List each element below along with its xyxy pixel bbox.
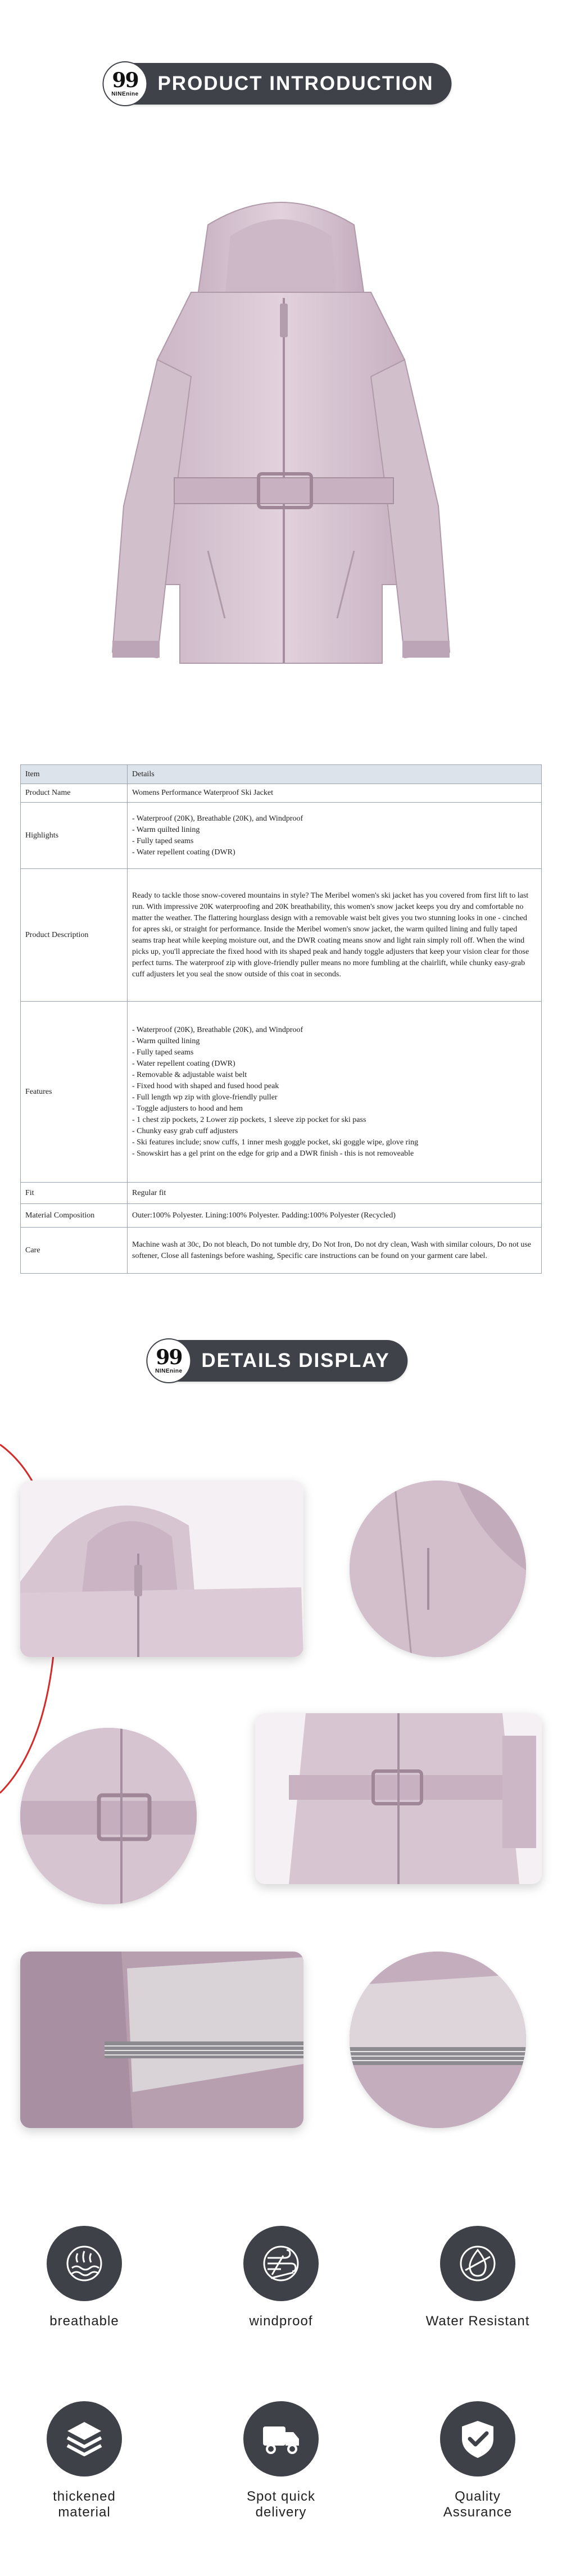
logo-text: NINEnine (155, 1368, 183, 1374)
feature-windproof (219, 2226, 343, 2329)
windproof-icon (243, 2226, 319, 2301)
feature-quick-delivery (219, 2401, 343, 2520)
table-header-item: Item (21, 765, 128, 784)
feature-water-resistant (416, 2226, 540, 2329)
brand-logo (102, 61, 147, 106)
feature-label: Water Resistant (425, 2314, 530, 2329)
list-item: - Toggle adjusters to hood and hem (132, 1103, 537, 1115)
list-item: - 1 chest zip pockets, 2 Lower zip pockets, 1 sleeve zip pocket for ski pass (132, 1115, 537, 1126)
detail-image-waist (255, 1713, 542, 1884)
row-value: Regular fit (128, 1183, 542, 1204)
list-item: - Ski features include; snow cuffs, 1 inner mesh goggle pocket, ski goggle wipe, glove ring (132, 1137, 537, 1148)
logo-number: 99 (156, 1345, 182, 1369)
jacket-hero-image (90, 191, 472, 686)
table-row (21, 784, 542, 803)
table-row (21, 803, 542, 869)
hood-detail-illustration (20, 1481, 303, 1657)
logo-text: NINEnine (111, 90, 139, 97)
detail-circle-gel-print (350, 1952, 526, 2128)
product-spec-table (20, 764, 542, 1274)
table-header-row (21, 765, 542, 784)
gel-print-detail-illustration (350, 1952, 526, 2128)
row-value: Ready to tackle those snow-covered mountains in style? The Meribel women's ski jacket has you covered from first lift to last run. With impressive 20K waterproofing and 20K breathability, this women's snow jacket keeps you dry and comfortable no matter the weather. The flattering hourglass design with a removable waist belt gives you two stunning looks in one - cinched for apres ski, or straight for performance. Inside the Meribel women's snow jacket, the warm quilted lining and fully taped seams trap heat while keeping moisture out, and the DWR coating means snow and light rain simply roll off. When the wind picks up, you'll appreciate the fixed hood with its shaped peak and handy toggle adjusters that keep your vision clear for those perfect turns. The waterproof zip with glove-friendly puller means no more fumbling at the chairlift, while chunky easy-grab cuff adjusters let you seal the snow outside of this coat in seconds. (128, 869, 542, 1002)
row-value (128, 1002, 542, 1183)
delivery-truck-icon (243, 2401, 319, 2477)
snowskirt-detail-illustration (20, 1952, 303, 2128)
row-value (128, 803, 542, 869)
section-header-intro (110, 63, 451, 105)
layers-icon (47, 2401, 122, 2477)
feature-label: Spot quick delivery (246, 2489, 316, 2520)
water-drop-icon (440, 2226, 515, 2301)
row-value: Womens Performance Waterproof Ski Jacket (128, 784, 542, 803)
list-item: - Fully taped seams (132, 836, 537, 847)
feature-label: Quality Assurance (443, 2489, 513, 2520)
table-header-details: Details (128, 765, 542, 784)
list-item: - Fully taped seams (132, 1047, 537, 1058)
row-value: Machine wash at 30c, Do not bleach, Do not tumble dry, Do Not Iron, Do not dry clean, Wash with similar colours, Do not use softener, Close all fastenings before washing, Specific care instructions can be found on your garment care label. (128, 1228, 542, 1274)
list-item: - Full length wp zip with glove-friendly puller (132, 1092, 537, 1103)
row-label: Features (21, 1002, 128, 1183)
row-label: Product Name (21, 784, 128, 803)
list-item: - Water repellent coating (DWR) (132, 847, 537, 858)
table-row (21, 869, 542, 1002)
row-label: Fit (21, 1183, 128, 1204)
row-label: Care (21, 1228, 128, 1274)
list-item: - Water repellent coating (DWR) (132, 1058, 537, 1070)
row-label: Product Description (21, 869, 128, 1002)
breathable-icon (47, 2226, 122, 2301)
detail-circle-chest (350, 1481, 526, 1657)
waist-detail-illustration (255, 1713, 542, 1884)
list-item: - Warm quilted lining (132, 1036, 537, 1047)
highlights-list (132, 813, 537, 858)
row-label: Highlights (21, 803, 128, 869)
feature-label: thickened material (53, 2489, 116, 2520)
chest-detail-illustration (350, 1481, 526, 1657)
list-item: - Waterproof (20K), Breathable (20K), and Windproof (132, 813, 537, 825)
table-row (21, 1204, 542, 1228)
list-item: - Chunky easy grab cuff adjusters (132, 1126, 537, 1137)
logo-number: 99 (112, 68, 138, 92)
features-list (132, 1025, 537, 1160)
section-title-details: DETAILS DISPLAY (201, 1350, 390, 1371)
detail-circle-belt (20, 1728, 197, 1904)
row-label: Material Composition (21, 1204, 128, 1228)
list-item: - Fixed hood with shaped and fused hood peak (132, 1081, 537, 1092)
belt-detail-illustration (20, 1728, 197, 1904)
list-item: - Warm quilted lining (132, 825, 537, 836)
feature-quality-assurance (416, 2401, 540, 2520)
feature-thickened-material (22, 2401, 146, 2520)
table-row (21, 1183, 542, 1204)
list-item: - Snowskirt has a gel print on the edge for grip and a DWR finish - this is not removeable (132, 1148, 537, 1160)
feature-label: windproof (249, 2314, 313, 2329)
feature-label: breathable (49, 2314, 119, 2329)
detail-image-hood (20, 1481, 303, 1657)
section-header-details (154, 1340, 407, 1382)
list-item: - Waterproof (20K), Breathable (20K), and Windproof (132, 1025, 537, 1036)
list-item: - Removable & adjustable waist belt (132, 1070, 537, 1081)
feature-breathable (22, 2226, 146, 2329)
section-title-intro: PRODUCT INTRODUCTION (157, 73, 434, 94)
table-row (21, 1228, 542, 1274)
detail-image-snowskirt (20, 1952, 303, 2128)
brand-logo (146, 1338, 191, 1383)
row-value: Outer:100% Polyester. Lining:100% Polyester. Padding:100% Polyester (Recycled) (128, 1204, 542, 1228)
table-row (21, 1002, 542, 1183)
shield-check-icon (440, 2401, 515, 2477)
